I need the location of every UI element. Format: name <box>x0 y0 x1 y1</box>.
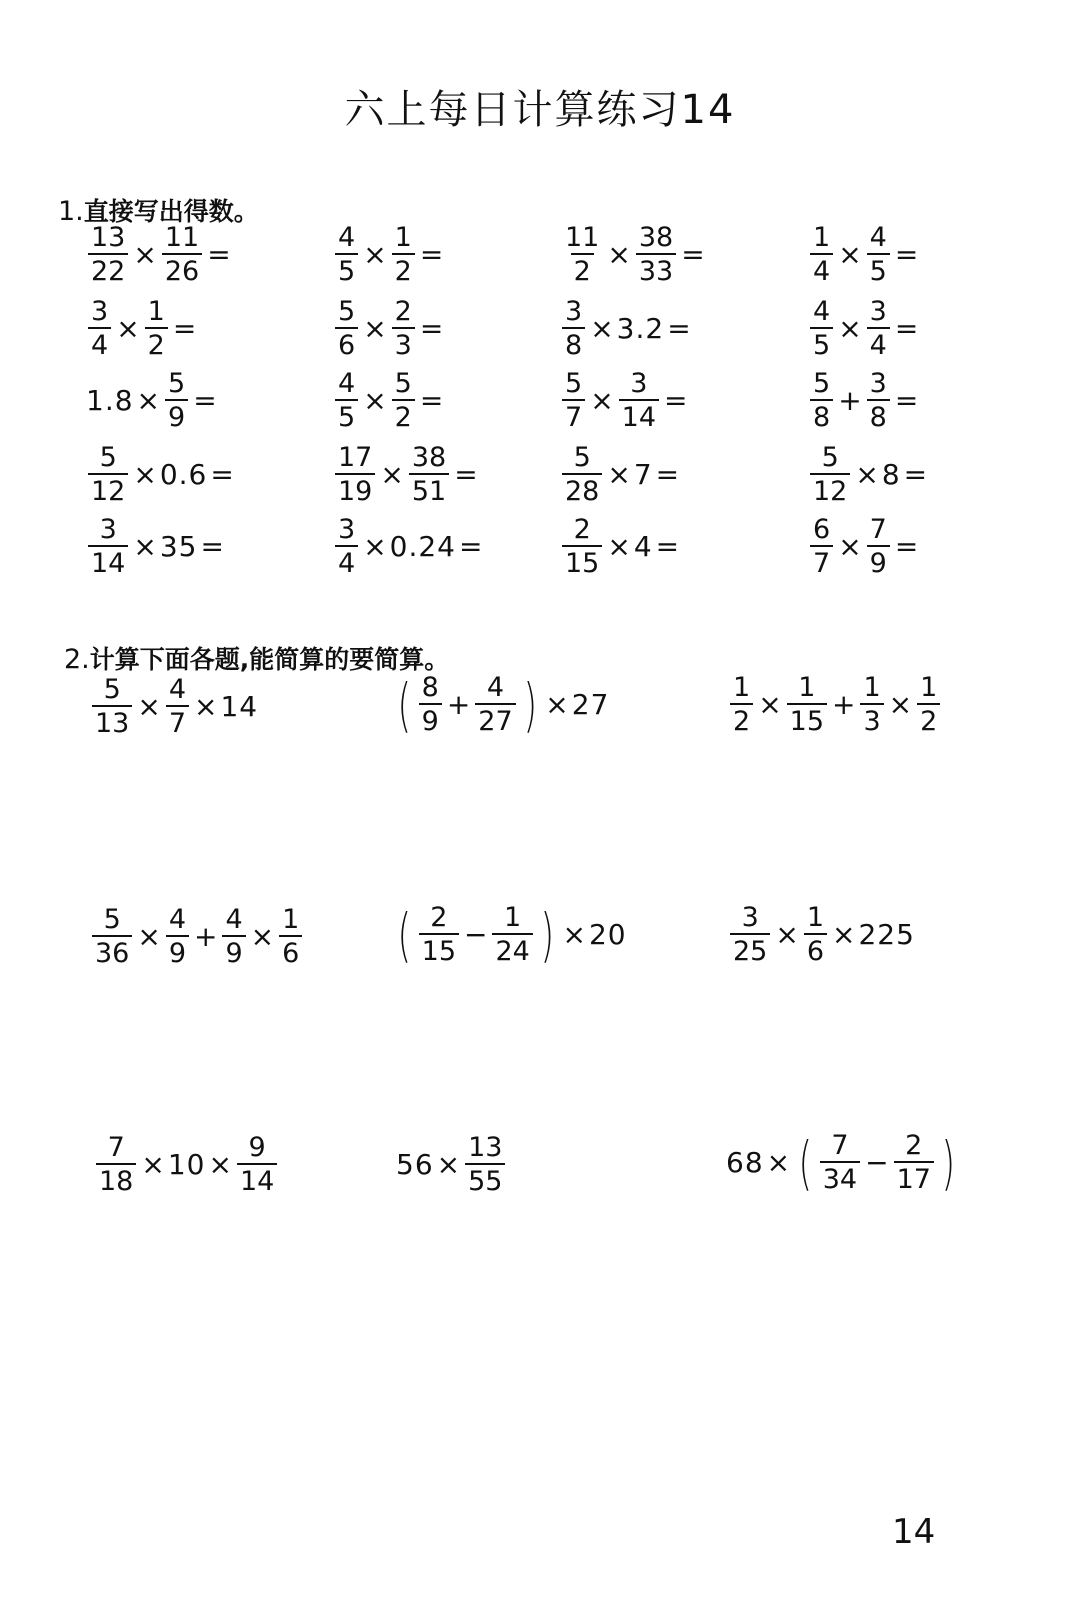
numerator: 4 <box>813 296 831 327</box>
fraction <box>804 904 827 965</box>
numerator: 9 <box>248 1132 266 1163</box>
fraction <box>419 674 442 735</box>
denominator: 15 <box>787 703 827 735</box>
simplify-problem <box>94 1134 279 1195</box>
denominator: 7 <box>166 705 189 737</box>
numerator: 17 <box>338 442 373 473</box>
denominator: 15 <box>419 933 459 965</box>
denominator: 7 <box>562 399 585 431</box>
times-sign: × <box>607 529 631 563</box>
number: 56 <box>396 1147 434 1181</box>
times-sign: × <box>838 529 862 563</box>
fraction <box>166 906 189 967</box>
denominator: 33 <box>636 253 676 285</box>
numerator: 13 <box>91 222 126 253</box>
denominator: 9 <box>419 703 442 735</box>
denominator: 14 <box>237 1163 277 1195</box>
plus-sign: + <box>832 687 856 721</box>
numerator: 5 <box>813 368 831 399</box>
numerator: 1 <box>394 222 412 253</box>
direct-problem <box>86 224 234 285</box>
number: 68 <box>726 1145 764 1179</box>
numerator: 1 <box>798 672 816 703</box>
direct-problem <box>808 444 930 505</box>
numerator: 1 <box>282 904 300 935</box>
right-paren: ) <box>941 1128 956 1197</box>
denominator: 8 <box>867 399 890 431</box>
section-1-text: 直接写出得数。 <box>83 197 259 226</box>
fraction <box>562 224 602 285</box>
times-sign: × <box>832 917 856 951</box>
fraction <box>867 298 890 359</box>
times-sign: × <box>590 311 614 345</box>
denominator: 28 <box>562 473 602 505</box>
section-2-number: 2. <box>64 644 90 675</box>
fraction <box>92 676 132 737</box>
numerator: 1 <box>863 672 881 703</box>
number: 1.8 <box>86 383 134 417</box>
times-sign: × <box>137 919 161 953</box>
fraction <box>335 370 358 431</box>
plus-sign: + <box>446 687 471 721</box>
numerator: 4 <box>869 222 887 253</box>
numerator: 3 <box>91 296 109 327</box>
equals-sign: = <box>193 383 217 417</box>
fraction <box>730 674 753 735</box>
times-sign: × <box>590 383 614 417</box>
equals-sign: = <box>655 529 680 563</box>
equals-sign: = <box>664 383 688 417</box>
number: 225 <box>858 917 915 951</box>
denominator: 25 <box>730 933 770 965</box>
times-sign: × <box>363 383 387 417</box>
number: 0.6 <box>159 457 208 491</box>
denominator: 2 <box>392 253 415 285</box>
direct-problem <box>333 516 485 577</box>
times-sign: × <box>141 1147 165 1181</box>
simplify-problem <box>90 906 304 967</box>
numerator: 5 <box>821 442 839 473</box>
times-sign: × <box>562 917 586 951</box>
times-sign: × <box>436 1147 461 1181</box>
denominator: 2 <box>917 703 940 735</box>
fraction <box>92 906 132 967</box>
fraction <box>419 904 459 965</box>
fraction <box>867 516 890 577</box>
fraction <box>465 1134 505 1195</box>
times-sign: × <box>855 457 879 491</box>
numerator: 5 <box>338 296 356 327</box>
denominator: 6 <box>804 933 827 965</box>
times-sign: × <box>250 919 275 953</box>
section-2-heading <box>64 640 449 676</box>
direct-problem <box>333 444 481 505</box>
numerator: 3 <box>338 514 356 545</box>
times-sign: × <box>607 237 631 271</box>
section-2-text: 计算下面各题,能简算的要简算。 <box>89 645 450 674</box>
fraction <box>335 516 358 577</box>
fraction <box>222 906 245 967</box>
denominator: 9 <box>222 935 245 967</box>
denominator: 36 <box>92 935 132 967</box>
denominator: 5 <box>335 399 358 431</box>
fraction <box>392 370 415 431</box>
numerator: 1 <box>920 672 938 703</box>
direct-problem <box>86 444 237 505</box>
equals-sign: = <box>419 383 444 417</box>
times-sign: × <box>116 311 140 345</box>
number: 14 <box>220 689 259 723</box>
times-sign: × <box>133 529 157 563</box>
right-paren: ) <box>540 900 554 969</box>
times-sign: × <box>775 917 799 951</box>
direct-problem <box>560 298 694 359</box>
direct-problem <box>808 298 921 359</box>
section-1-heading <box>58 192 259 228</box>
denominator: 6 <box>279 935 302 967</box>
numerator: 3 <box>741 902 759 933</box>
numerator: 2 <box>573 514 591 545</box>
numerator: 4 <box>486 672 505 703</box>
times-sign: × <box>363 237 387 271</box>
numerator: 11 <box>565 222 600 253</box>
denominator: 9 <box>166 935 189 967</box>
numerator: 3 <box>630 368 648 399</box>
numerator: 1 <box>813 222 831 253</box>
fraction <box>562 444 602 505</box>
denominator: 12 <box>88 473 128 505</box>
numerator: 7 <box>107 1132 125 1163</box>
number: 10 <box>167 1147 206 1181</box>
simplify-problem <box>728 904 915 965</box>
plus-sign: + <box>194 919 218 953</box>
fraction <box>475 674 515 735</box>
fraction <box>88 298 111 359</box>
times-sign: × <box>133 237 157 271</box>
numerator: 5 <box>565 368 583 399</box>
denominator: 7 <box>810 545 833 577</box>
equals-sign: = <box>419 311 444 345</box>
number: 0.24 <box>389 529 456 563</box>
numerator: 7 <box>831 1130 849 1161</box>
simplify-problem <box>726 1128 961 1197</box>
denominator: 14 <box>619 399 659 431</box>
direct-problem <box>808 516 921 577</box>
numerator: 4 <box>338 222 356 253</box>
denominator: 26 <box>162 253 202 285</box>
times-sign: × <box>208 1147 232 1181</box>
fraction <box>392 224 415 285</box>
denominator: 51 <box>409 473 449 505</box>
fraction <box>409 444 449 505</box>
denominator: 4 <box>810 253 833 285</box>
numerator: 4 <box>225 904 243 935</box>
direct-problem <box>333 298 446 359</box>
numerator: 5 <box>99 442 117 473</box>
fraction <box>894 1132 934 1193</box>
numerator: 5 <box>103 674 121 705</box>
fraction <box>335 224 358 285</box>
times-sign: × <box>766 1145 791 1179</box>
denominator: 13 <box>92 705 132 737</box>
times-sign: × <box>137 689 161 723</box>
fraction <box>392 298 415 359</box>
fraction <box>636 224 676 285</box>
fraction <box>562 370 585 431</box>
fraction <box>96 1134 136 1195</box>
denominator: 22 <box>88 253 128 285</box>
numerator: 3 <box>869 296 887 327</box>
denominator: 5 <box>810 327 833 359</box>
denominator: 15 <box>562 545 602 577</box>
numerator: 1 <box>147 296 165 327</box>
equals-sign: = <box>419 237 444 271</box>
equals-sign: = <box>681 237 705 271</box>
number: 4 <box>633 529 653 563</box>
denominator: 2 <box>730 703 753 735</box>
denominator: 6 <box>335 327 358 359</box>
numerator: 5 <box>394 368 412 399</box>
equals-sign: = <box>894 237 919 271</box>
fraction <box>810 370 833 431</box>
number: 20 <box>588 917 627 951</box>
number: 27 <box>571 687 610 721</box>
direct-problem <box>333 224 446 285</box>
times-sign: × <box>136 383 160 417</box>
times-sign: × <box>545 687 569 721</box>
numerator: 2 <box>430 902 448 933</box>
denominator: 2 <box>392 399 415 431</box>
fraction <box>88 444 128 505</box>
equals-sign: = <box>894 311 919 345</box>
simplify-problem <box>392 670 610 739</box>
right-paren: ) <box>523 670 537 739</box>
denominator: 9 <box>165 399 188 431</box>
number: 35 <box>159 529 198 563</box>
left-paren: ( <box>397 670 412 739</box>
numerator: 6 <box>813 514 831 545</box>
number: 8 <box>881 457 901 491</box>
left-paren: ( <box>798 1128 813 1197</box>
numerator: 4 <box>338 368 356 399</box>
denominator: 19 <box>335 473 375 505</box>
equals-sign: = <box>894 529 919 563</box>
numerator: 1 <box>733 672 751 703</box>
fraction <box>867 370 890 431</box>
fraction <box>335 298 358 359</box>
simplify-problem <box>90 676 258 737</box>
direct-problem <box>560 224 708 285</box>
numerator: 3 <box>99 514 117 545</box>
minus-sign: − <box>865 1145 889 1179</box>
fraction <box>810 444 850 505</box>
fraction <box>619 370 659 431</box>
numerator: 5 <box>103 904 121 935</box>
page-number: 14 <box>892 1512 936 1552</box>
numerator: 38 <box>638 222 674 253</box>
times-sign: × <box>838 311 862 345</box>
fraction <box>492 904 532 965</box>
numerator: 11 <box>164 222 200 253</box>
times-sign: × <box>380 457 404 491</box>
denominator: 2 <box>145 327 168 359</box>
equals-sign: = <box>655 457 680 491</box>
direct-problem <box>86 298 199 359</box>
denominator: 2 <box>571 253 594 285</box>
denominator: 12 <box>810 473 850 505</box>
number: 7 <box>633 457 653 491</box>
equals-sign: = <box>172 311 197 345</box>
times-sign: × <box>194 689 218 723</box>
equals-sign: = <box>459 529 483 563</box>
direct-problem <box>333 370 446 431</box>
denominator: 14 <box>88 545 128 577</box>
page-title: 六上每日计算练习14 <box>344 87 736 133</box>
direct-problem <box>560 516 682 577</box>
denominator: 8 <box>562 327 585 359</box>
equals-sign: = <box>454 457 478 491</box>
denominator: 24 <box>492 933 532 965</box>
numerator: 4 <box>168 904 187 935</box>
direct-problem <box>808 224 921 285</box>
numerator: 2 <box>905 1130 923 1161</box>
fraction <box>562 298 585 359</box>
fraction <box>162 224 202 285</box>
fraction <box>820 1132 860 1193</box>
number: 3.2 <box>616 311 665 345</box>
denominator: 3 <box>860 703 883 735</box>
denominator: 4 <box>88 327 111 359</box>
times-sign: × <box>838 237 862 271</box>
denominator: 17 <box>894 1161 934 1193</box>
direct-problem <box>808 370 921 431</box>
equals-sign: = <box>894 383 919 417</box>
equals-sign: = <box>210 457 234 491</box>
fraction <box>279 906 302 967</box>
left-paren: ( <box>397 900 412 969</box>
numerator: 5 <box>168 368 186 399</box>
times-sign: × <box>758 687 782 721</box>
plus-sign: + <box>838 383 862 417</box>
numerator: 1 <box>504 902 522 933</box>
numerator: 13 <box>468 1132 503 1163</box>
denominator: 8 <box>810 399 833 431</box>
fraction <box>335 444 375 505</box>
direct-problem <box>560 444 682 505</box>
denominator: 4 <box>867 327 890 359</box>
denominator: 18 <box>96 1163 136 1195</box>
numerator: 1 <box>806 902 825 933</box>
numerator: 7 <box>869 514 887 545</box>
fraction <box>88 224 128 285</box>
numerator: 3 <box>869 368 887 399</box>
fraction <box>166 676 189 737</box>
numerator: 8 <box>421 672 439 703</box>
fraction <box>562 516 602 577</box>
denominator: 9 <box>867 545 890 577</box>
times-sign: × <box>607 457 631 491</box>
denominator: 34 <box>820 1161 860 1193</box>
direct-problem <box>86 516 227 577</box>
simplify-problem <box>396 1134 507 1195</box>
fraction <box>787 674 827 735</box>
section-1-number: 1. <box>58 196 84 227</box>
denominator: 55 <box>465 1163 505 1195</box>
fraction <box>810 224 833 285</box>
numerator: 2 <box>394 296 412 327</box>
direct-problem <box>560 370 690 431</box>
fraction <box>867 224 890 285</box>
times-sign: × <box>133 457 157 491</box>
times-sign: × <box>363 529 387 563</box>
times-sign: × <box>888 687 913 721</box>
equals-sign: = <box>207 237 231 271</box>
numerator: 5 <box>573 442 591 473</box>
fraction <box>730 904 770 965</box>
numerator: 3 <box>565 296 583 327</box>
denominator: 27 <box>475 703 515 735</box>
denominator: 4 <box>335 545 358 577</box>
fraction <box>860 674 883 735</box>
equals-sign: = <box>200 529 224 563</box>
simplify-problem <box>728 674 942 735</box>
fraction <box>810 298 833 359</box>
denominator: 3 <box>392 327 415 359</box>
denominator: 5 <box>335 253 358 285</box>
numerator: 38 <box>411 442 447 473</box>
fraction <box>88 516 128 577</box>
direct-problem <box>86 370 220 431</box>
fraction <box>165 370 188 431</box>
equals-sign: = <box>667 311 691 345</box>
equals-sign: = <box>903 457 928 491</box>
fraction <box>237 1134 277 1195</box>
fraction <box>917 674 940 735</box>
fraction <box>810 516 833 577</box>
fraction <box>145 298 168 359</box>
minus-sign: − <box>464 917 488 951</box>
denominator: 5 <box>867 253 890 285</box>
simplify-problem <box>392 900 627 969</box>
numerator: 4 <box>168 674 187 705</box>
times-sign: × <box>363 311 387 345</box>
